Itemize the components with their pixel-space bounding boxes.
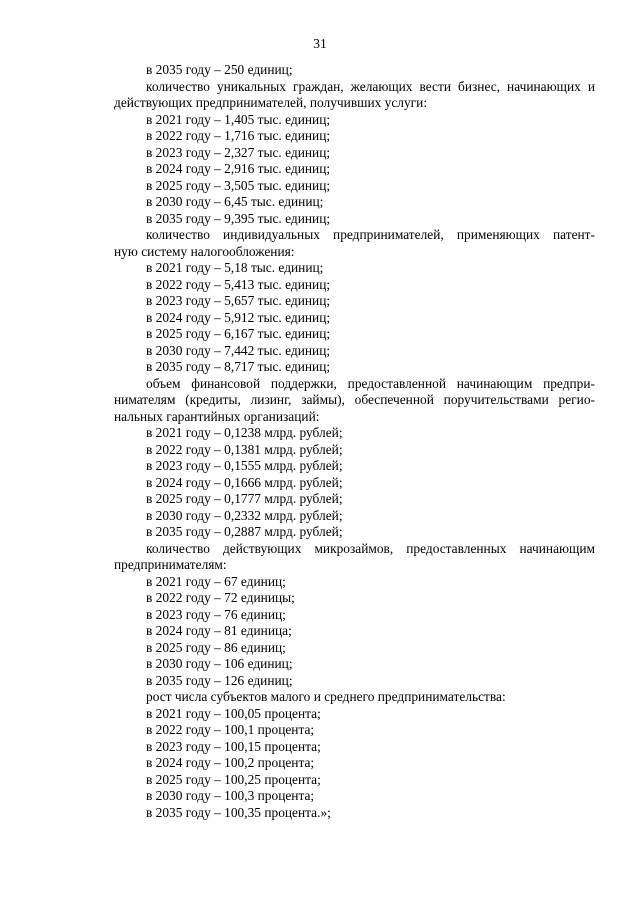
text-line: в 2023 году – 5,657 тыс. единиц;	[146, 293, 331, 308]
text-line: в 2024 году – 100,2 процента;	[146, 755, 315, 770]
text-line: в 2022 году – 1,716 тыс. единиц;	[146, 128, 331, 143]
text-line: в 2025 году – 86 единиц;	[146, 639, 286, 655]
text-line: количество уникальных граждан, желающих вести бизнес, начинающих и	[146, 78, 595, 94]
text-line: в 2021 году – 67 единиц;	[146, 573, 286, 589]
text-line: в 2030 году – 0,2332 млрд. рублей;	[146, 507, 343, 523]
text-line: в 2030 году – 7,442 тыс. единиц;	[146, 342, 331, 358]
text-line: нальных гарантийных организаций:	[114, 408, 320, 424]
text-line: в 2022 году – 100,1 процента;	[146, 722, 315, 737]
text-line: в 2021 году – 0,1238 млрд. рублей;	[146, 425, 343, 440]
text-line: в 2024 году – 0,1666 млрд. рублей;	[146, 474, 343, 490]
text-line: в 2035 году – 100,35 процента.»;	[146, 804, 331, 820]
text-line: в 2022 году – 72 единицы;	[146, 590, 295, 605]
text-line: в 2021 году – 100,05 процента;	[146, 705, 321, 721]
text-line: в 2023 году – 2,327 тыс. единиц;	[146, 144, 331, 160]
text-line: объем финансовой поддержки, предоставленной начинающим предпри-	[146, 375, 595, 391]
text-line: в 2025 году – 100,25 процента;	[146, 771, 321, 787]
page-number: 31	[313, 36, 327, 51]
text-line: количество индивидуальных предпринимателей, применяющих патент-	[146, 227, 595, 242]
text-line: в 2035 году – 0,2887 млрд. рублей;	[146, 524, 343, 539]
text-line: в 2023 году – 100,15 процента;	[146, 738, 321, 754]
text-line: в 2021 году – 5,18 тыс. единиц;	[146, 260, 324, 275]
text-line: действующих предпринимателей, получивших услуги:	[114, 95, 428, 110]
text-line: в 2022 году – 5,413 тыс. единиц;	[146, 276, 331, 292]
text-line: в 2023 году – 0,1555 млрд. рублей;	[146, 458, 343, 473]
text-line: в 2035 году – 9,395 тыс. единиц;	[146, 210, 331, 226]
text-line: в 2035 году – 126 единиц;	[146, 672, 293, 688]
text-line: в 2030 году – 106 единиц;	[146, 656, 293, 671]
text-line: в 2022 году – 0,1381 млрд. рублей;	[146, 441, 343, 457]
text-line: количество действующих микрозаймов, предоставленных начинающим	[146, 540, 595, 556]
text-line: в 2025 году – 6,167 тыс. единиц;	[146, 326, 331, 341]
text-line: в 2024 году – 81 единица;	[146, 623, 292, 638]
text-line: в 2024 году – 2,916 тыс. единиц;	[146, 161, 331, 176]
text-line: предпринимателям:	[114, 557, 227, 572]
text-line: в 2021 году – 1,405 тыс. единиц;	[146, 111, 331, 127]
text-line: в 2030 году – 6,45 тыс. единиц;	[146, 194, 324, 209]
text-line: нимателям (кредиты, лизинг, займы), обеспеченной поручительствами регио-	[114, 392, 595, 407]
document-body	[114, 62, 595, 821]
text-line: в 2035 году – 8,717 тыс. единиц;	[146, 359, 331, 374]
text-line: в 2025 году – 3,505 тыс. единиц;	[146, 177, 331, 193]
text-line: в 2035 году – 250 единиц;	[146, 62, 293, 77]
text-line: в 2030 году – 100,3 процента;	[146, 788, 315, 803]
text-line: рост числа субъектов малого и среднего предпринимательства:	[146, 689, 506, 704]
text-line: в 2023 году – 76 единиц;	[146, 606, 286, 622]
text-line: ную систему налогообложения:	[114, 243, 295, 259]
text-line: в 2024 году – 5,912 тыс. единиц;	[146, 309, 331, 325]
text-line: в 2025 году – 0,1777 млрд. рублей;	[146, 491, 343, 506]
